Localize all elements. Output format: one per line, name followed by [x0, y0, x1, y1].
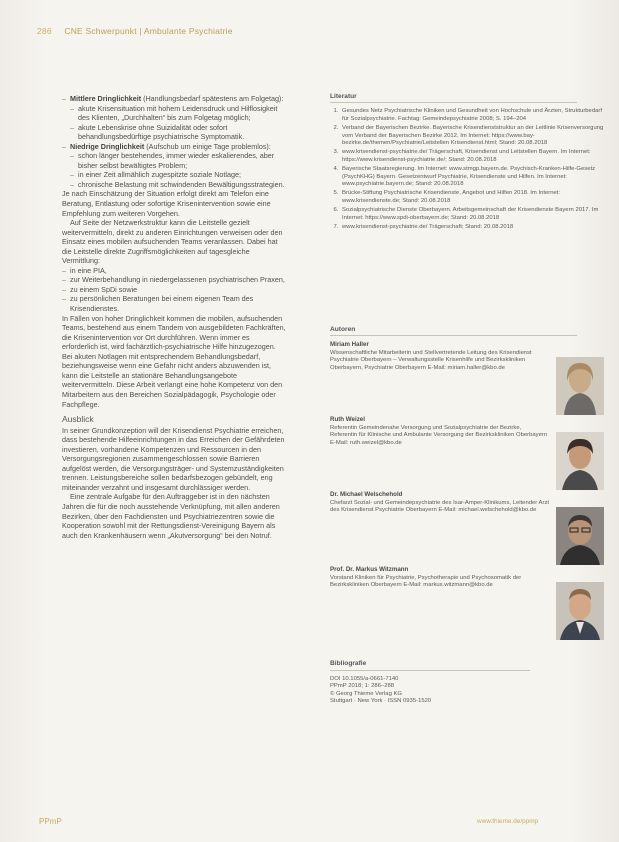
paragraph: Eine zentrale Aufgabe für den Auftraggeber ist in den nächsten Jahren die für die noch ausstehende Verknüpfung, mit allen anderen Bezirken, über den Fachdiensten und Psychiatriezentren sowie die Kooperation sowohl mit der Rettungsdienst-Vereinigung Bayern als auch den Krankenhäusern wenn „Akutversorgung“ bei den Notruf.	[62, 492, 280, 540]
list-item	[62, 142, 286, 152]
author-photo-4	[556, 582, 604, 640]
paragraph: In Fällen von hoher Dringlichkeit kommen die mobilen, aufsuchenden Teams, bestehend aus einem Tandem von ausgebildeten Fachkräften, die Krisenintervention vor Ort durchführen. Wenn immer es erforderlich ist, wird fachärztlich-psychiatrische Hilfe hinzugezogen. Bei akuten Notlagen mit entsprechendem Behandlungsbedarf, beziehungsweise wenn eine Gefahr nicht anders abzuwenden ist, kann die Leitstelle an stationäre Behandlungsangebote weitervermitteln. Diese Arbeit verlangt eine hohe Kompetenz von den Mitarbeitern aus den Bereichen Sozialpädagogik, Psychologie oder Fachpflege.	[62, 313, 286, 409]
bibliography-line: DOI 10.1055/a-0661-7140	[330, 675, 399, 682]
paragraph: In seiner Grundkonzeption will der Krisendienst Psychiatrie erreichen, dass bestehende Hilfeeinrichtungen in das Erreichen der Gefährdeten investieren, vorhandene Kompetenzen und Ressourcen in den Versorgungsregionen zusammengeschlossen sowie Barrieren aufgelöst werden, die Versorgungsträger- und Systemzuständigkeiten trennen. Leistungsbereiche sollen bedarfsbezogen gebündelt, eng miteinander verzahnt und insgesamt durchlässiger werden.	[62, 425, 285, 492]
paragraph: Je nach Einschätzung der Situation erfolgt direkt am Telefon eine Beratung, Entlastung oder sofortige Krisenintervention sowie eine Empfehlung zum weiteren Vorgehen.	[62, 189, 271, 218]
author-entry	[330, 566, 605, 638]
bibliography-section	[330, 660, 530, 706]
reference-item: 7. www.krisendienst-psychiatrie.de/ Trägerschaft; Stand: 20.08.2018	[340, 224, 605, 231]
bibliography-line: Stuttgart · New York · ISSN 0935-1520	[330, 698, 432, 705]
reference-list	[330, 108, 605, 231]
list-item: – zu einem SpDi sowie	[62, 285, 286, 295]
item-label: Niedrige Dringlichkeit	[70, 141, 145, 151]
sub-item: – akute Krisensituation mit hohem Leidensdruck und Hilflosigkeit des Klienten, „Durchhalten“ bis zum Folgetag möglich;	[62, 104, 286, 123]
reference-item: 3. www.krisendienst-psychiatrie.de/ Trägerschaft, Krisendienst und Leitstellen Bayern. Im Internet: https://www.krisendienst-psychiatrie.de/; Stand: 20.08.2018	[340, 149, 605, 164]
running-title: CNE Schwerpunkt | Ambulante Psychiatrie	[64, 26, 233, 36]
literature-section	[330, 93, 605, 234]
author-bio: Vorstand Kliniken für Psychiatrie, Psychotherapie und Psychosomatik der Bezirkskliniken Oberbayern E-Mail: markus.witzmann@kbo.de	[330, 574, 522, 589]
sub-item: – schon länger bestehendes, immer wieder eskalierendes, aber bisher selbst bewältigtes Problem;	[62, 151, 286, 170]
paragraph: Auf Seite der Netzwerkstruktur kann die Leitstelle gezielt weitervermitteln, direkt zu anderen Einrichtungen verweisen oder den Einsatz eines mobilen aufsuchenden Teams veranlassen. Dabei hat die Leitstelle direkte Zugriffsmöglichkeiten auf tagesgleiche Vermittlung:	[62, 218, 283, 266]
item-text: (Handlungsbedarf spätestens am Folgetag):	[141, 94, 284, 103]
reference-item: 6. Sozialpsychiatrische Dienste Oberbayern. Arbeitsgemeinschaft der Krisendienste Bayern 2017. Im Internet: https://www.spdi-oberbayern.de; Stand: 20.08.2018	[340, 207, 605, 222]
author-entry	[330, 416, 605, 488]
list-item	[62, 94, 286, 104]
sub-item: – chronische Belastung mit schwindenden Bewältigungsstrategien.	[62, 180, 286, 190]
author-name: Dr. Michael Welschehold	[330, 491, 403, 499]
literature-heading: Literatur	[330, 93, 577, 103]
list-item: – in eine PIA,	[62, 266, 286, 276]
author-photo-3	[556, 507, 604, 565]
main-column	[62, 94, 286, 540]
bibliography-line: © Georg Thieme Verlag KG	[330, 690, 403, 697]
author-bio: Referentin Gemeindenahe Versorgung und Sozialpsychiatrie der Bezirke, Referentin für Klinische und Ambulante Versorgung der Bezirkskliniken Oberbayern E-Mail: ruth.weizel@kbo.de	[330, 424, 548, 446]
bibliography-line: PPmP 2018; 1: 286–288	[330, 683, 395, 690]
author-entry	[330, 341, 605, 413]
author-name: Ruth Weizel	[330, 416, 365, 424]
sub-item: – in einer Zeit allmählich zugespitzte soziale Notlage;	[62, 170, 286, 180]
reference-item: 1. Gesundes Netz Psychiatrische Kliniken und Gesundheit von Hochschule und Ärzten, Strukturbedarf für Sozialpsychiatrie. Fachtag: Gemeindepsychiatrie 2008; S. 194–204	[340, 108, 605, 123]
reference-item: 2. Verband der Bayerischen Bezirke. Bayerische Krisendienststruktur an der Leitlinie Krisenversorgung vom Verband der Bayerischen Bezirke 2012. Im Internet: https://www.bay-bezirke.de/themen/Psychiatrie/Leitstellen Krisendienst.html; Stand: 20.08.2018	[340, 125, 605, 147]
list-item: – zu persönlichen Beratungen bei einem eigenen Team des Krisendienstes.	[62, 294, 286, 313]
bibliography-heading: Bibliografie	[330, 660, 530, 671]
authors-heading: Autoren	[330, 326, 577, 336]
running-header	[37, 26, 233, 36]
sub-item: – akute Lebenskrise ohne Suizidalität oder sofort behandlungsbedürftige psychiatrische Symptomatik.	[62, 123, 286, 142]
author-entry	[330, 491, 605, 563]
author-photo-1	[556, 357, 604, 415]
item-label: Mittlere Dringlichkeit	[70, 94, 142, 103]
journal-url: www.thieme.de/ppmp	[477, 818, 539, 825]
reference-item: 5. Brücke-Stiftung Psychiatrische Krisendienste, Angebot und Hilfen 2018. Im Internet: www.krisendienste.de; Stand: 20.08.2018	[340, 190, 605, 205]
author-photo-2	[556, 432, 604, 490]
author-bio: Chefarzt Sozial- und Gemeindepsychiatrie des Isar-Amper-Klinikums, Leitender Arzt des Krisendienst Psychiatrie Oberbayern E-Mail: michael.welschehold@kbo.de	[330, 499, 550, 514]
authors-section	[330, 326, 605, 641]
item-text: (Aufschub um einige Tage problemlos):	[144, 141, 271, 151]
author-name: Prof. Dr. Markus Witzmann	[330, 566, 409, 574]
page-number: 286	[37, 26, 52, 36]
author-bio: Wissenschaftliche Mitarbeiterin und Stellvertretende Leitung des Krisendienst Psychiatrie Oberbayern – Verwaltungsstelle Krisenhilfe und Bezirkskliniken Oberbayern, Psychiatrie Oberbayern E-Mail: miriam.haller@kbo.de	[330, 349, 532, 371]
section-heading: Ausblick	[62, 414, 94, 425]
list-item: – zur Weiterbehandlung in niedergelassenen psychiatrischen Praxen,	[62, 275, 286, 285]
author-name: Miriam Haller	[330, 341, 369, 349]
reference-item: 4. Bayerische Staatsregierung. Im Internet: www.stmgp.bayern.de. Psychisch-Kranken-Hilfe-Gesetz (PsychKHG) Bayern. Gesetzentwurf Psychiatrie, Krisendienste und Hilfen. Im Internet: www.psychiatrie.bayern.de; Stand: 20.08.2018	[340, 166, 605, 188]
journal-footer: PPmP	[39, 817, 62, 826]
